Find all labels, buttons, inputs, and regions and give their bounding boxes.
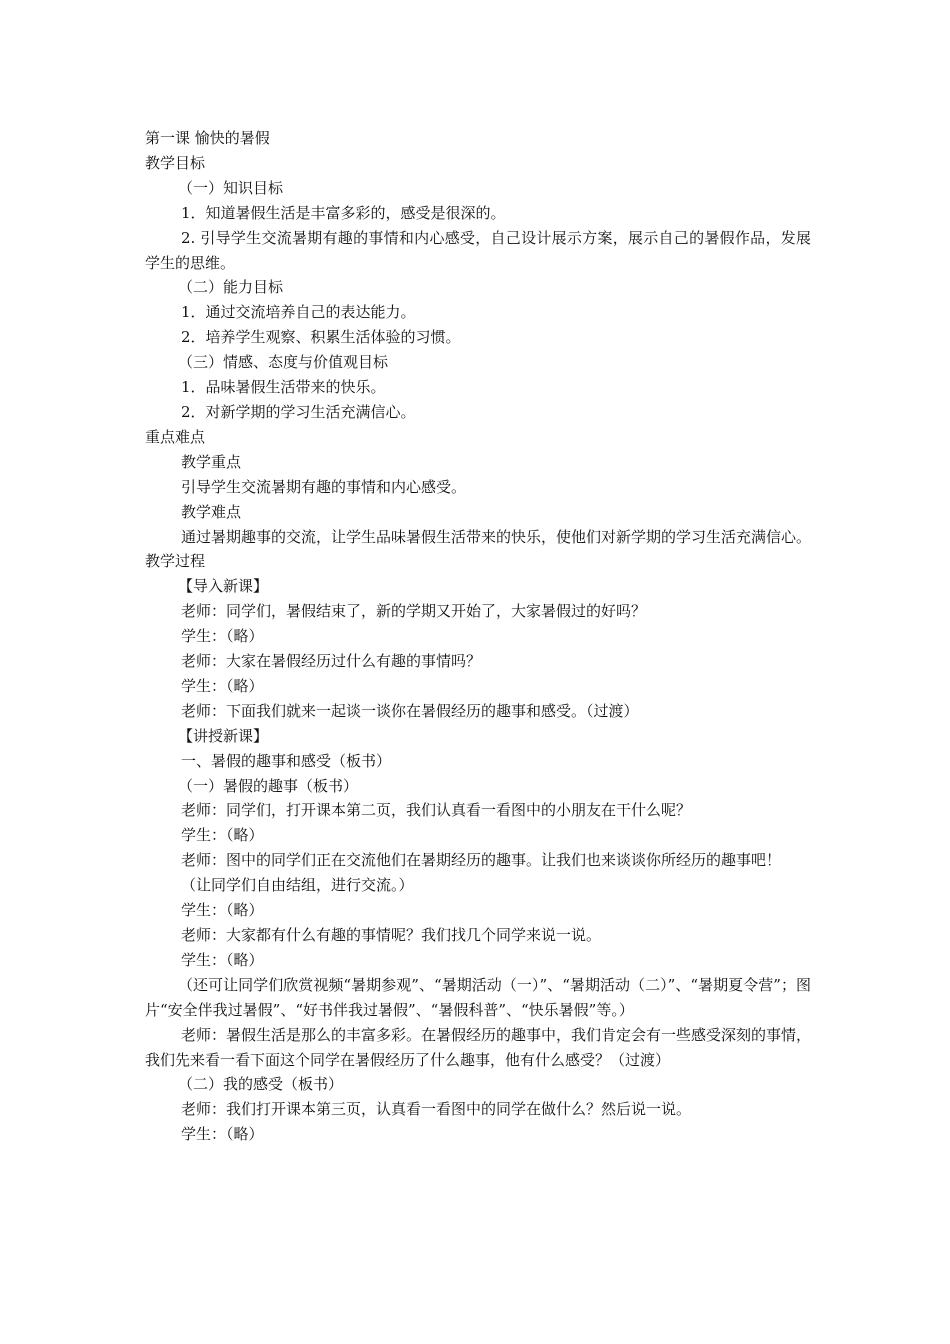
subheading-emotion-goals: （三）情感、态度与价值观目标 <box>178 353 389 372</box>
subheading-ability-goals: （二）能力目标 <box>178 278 284 297</box>
dialogue-line: 老师：大家在暑假经历过什么有趣的事情吗？ <box>181 652 482 671</box>
section-heading-objectives: 教学目标 <box>145 153 206 172</box>
subheading-new-lesson: 【讲授新课】 <box>178 726 269 745</box>
dialogue-line: 老师：图中的同学们正在交流他们在暑期经历的趣事。让我们也来谈谈你所经历的趣事吧！ <box>181 851 782 870</box>
dialogue-line: 老师：同学们，打开课本第二页，我们认真看一看图中的小朋友在干什么呢？ <box>181 801 692 820</box>
paragraph: （让同学们自由结组，进行交流。） <box>181 876 414 895</box>
paragraph: 一、暑假的趣事和感受（板书） <box>181 751 392 770</box>
paragraph: 2. 引导学生交流暑期有趣的事情和内心感受，自己设计展示方案，展示自己的暑假作品，发展学生的思维。 <box>145 228 811 272</box>
lesson-plan-body <box>145 126 811 1147</box>
paragraph: 2．培养学生观察、积累生活体验的习惯。 <box>181 328 461 347</box>
dialogue-line: 学生：（略） <box>181 627 264 646</box>
dialogue-line: 学生：（略） <box>181 1125 264 1144</box>
dialogue-line: 学生：（略） <box>181 826 264 845</box>
subheading-intro: 【导入新课】 <box>178 577 269 596</box>
paragraph: 1．通过交流培养自己的表达能力。 <box>181 303 416 322</box>
dialogue-line: 学生：（略） <box>181 676 264 695</box>
section-heading-process: 教学过程 <box>145 552 206 571</box>
section-heading-key-points: 重点难点 <box>145 427 206 446</box>
paragraph: 1．知道暑假生活是丰富多彩的，感受是很深的。 <box>181 203 506 222</box>
dialogue-line: 学生：（略） <box>181 901 264 920</box>
subheading-teaching-focus: 教学重点 <box>181 452 242 471</box>
dialogue-line: 老师：下面我们就来一起谈一谈你在暑假经历的趣事和感受。（过渡） <box>181 701 639 720</box>
dialogue-line: 学生：（略） <box>181 950 264 969</box>
paragraph: 通过暑期趣事的交流，让学生品味暑假生活带来的快乐，使他们对新学期的学习生活充满信心。 <box>181 527 812 546</box>
paragraph: 2．对新学期的学习生活充满信心。 <box>181 402 416 421</box>
dialogue-line: 老师：暑假生活是那么的丰富多彩。在暑假经历的趣事中，我们肯定会有一些感受深刻的事情，我们先来看一看下面这个同学在暑假经历了什么趣事，他有什么感受？（过渡） <box>145 1025 812 1069</box>
subheading-knowledge-goals: （一）知识目标 <box>178 178 284 197</box>
paragraph: 引导学生交流暑期有趣的事情和内心感受。 <box>181 477 467 496</box>
subheading-my-feelings: （二）我的感受（板书） <box>178 1075 344 1094</box>
subheading-summer-fun: （一）暑假的趣事（板书） <box>178 776 359 795</box>
paragraph: 1．品味暑假生活带来的快乐。 <box>181 378 386 397</box>
paragraph: （还可让同学们欣赏视频“暑期参观”、“暑期活动（一）”、“暑期活动（二）”、“暑期夏令营”；图片“安全伴我过暑假”、“好书伴我过暑假”、“暑假科普”、“快乐暑假”等。） <box>145 975 811 1019</box>
dialogue-line: 老师：大家都有什么有趣的事情呢？我们找几个同学来说一说。 <box>181 926 602 944</box>
subheading-teaching-difficulty: 教学难点 <box>181 502 242 521</box>
dialogue-line: 老师：同学们，暑假结束了，新的学期又开始了，大家暑假过的好吗？ <box>181 602 647 621</box>
lesson-title: 第一课 愉快的暑假 <box>145 129 270 147</box>
dialogue-line: 老师：我们打开课本第三页，认真看一看图中的同学在做什么？然后说一说。 <box>181 1100 692 1119</box>
